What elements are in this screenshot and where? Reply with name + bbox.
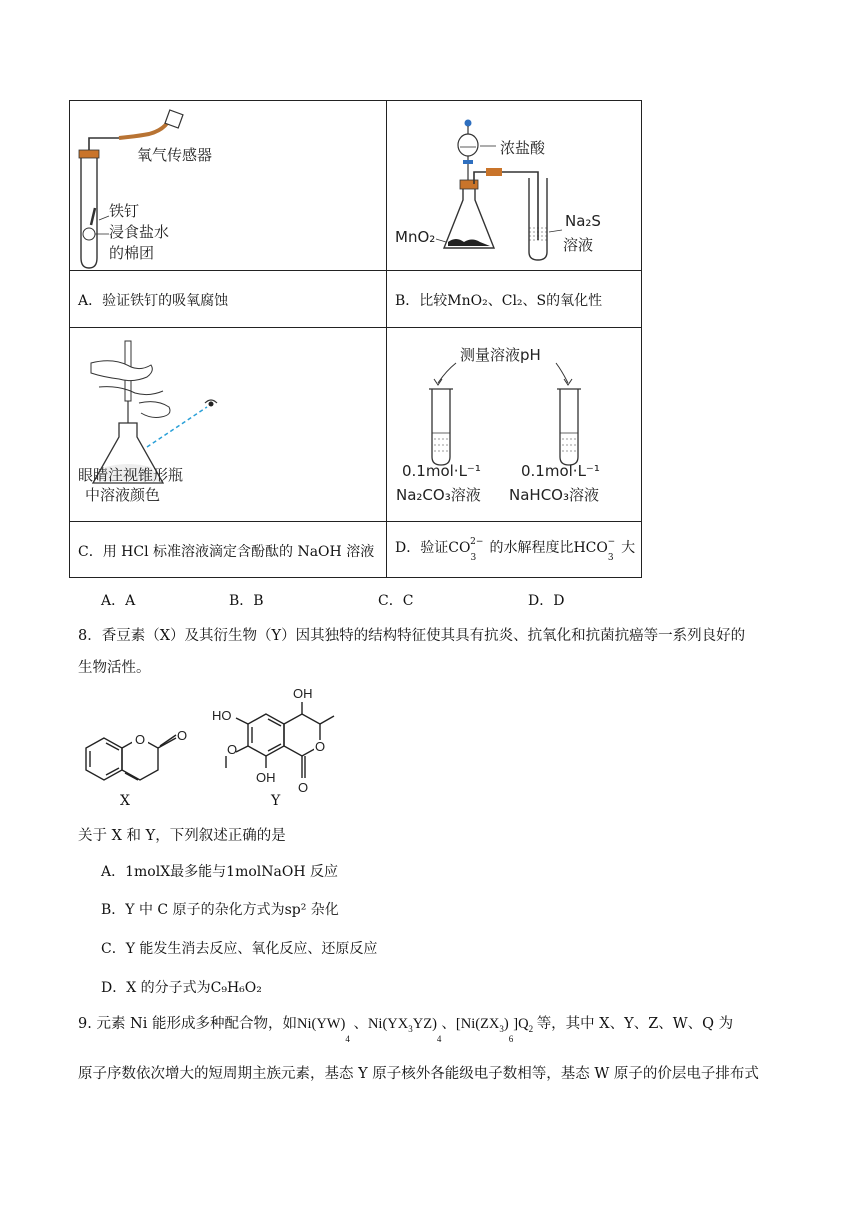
option-d-caption-suffix: 大 — [621, 540, 636, 556]
option-b-caption-prefix: B．比较 — [395, 293, 448, 309]
q8-option-a[interactable]: A．1molX最多能与1molNaOH 反应 — [101, 864, 338, 880]
option-b-caption-suffix: 的氧化性 — [546, 293, 603, 309]
x-ring-oxygen: O — [135, 732, 146, 747]
saltwater-label: 浸食盐水 — [109, 223, 170, 241]
y-oh-bottom: OH — [256, 770, 276, 785]
question-7-table — [69, 100, 642, 578]
left-concentration-label: 0.1mol·L⁻¹ — [402, 462, 481, 480]
conc-hcl-label: 浓盐酸 — [500, 139, 546, 157]
option-b-caption — [395, 290, 602, 310]
right-concentration-label: 0.1mol·L⁻¹ — [521, 462, 600, 480]
option-a-caption: A．验证铁钉的吸氧腐蚀 — [78, 293, 229, 309]
option-d-caption: D．验证$CO_3^{2-}$ 的水解程度比$HCO_3^-$ 大 — [395, 537, 636, 563]
structure-x-label: X — [120, 793, 130, 809]
y-ho-left: HO — [212, 708, 232, 723]
q8-option-d[interactable]: D．X 的分子式为C₉H₆O₂ — [101, 980, 262, 996]
cotton-ball-label: 的棉团 — [109, 244, 155, 262]
table-row-divider — [69, 521, 642, 522]
mno2-label: MnO₂ — [395, 228, 436, 246]
q9-line1 — [78, 1012, 734, 1044]
measure-ph-label: 测量溶液pH — [460, 346, 541, 364]
q9-complex-formulas: $Ni(YW)_4$ 、$Ni(YX_3YZ)_4$、$[Ni(ZX_3)_6]Q_2$ — [297, 1016, 534, 1044]
option-c-caption: C．用 HCl 标准溶液滴定含酚酞的 NaOH 溶液 — [78, 544, 375, 560]
q8-stem-line2: 生物活性。 — [78, 660, 151, 676]
option-d-caption-middle: 的水解程度比 — [489, 540, 574, 556]
q8-option-b[interactable]: B．Y 中 C 原子的杂化方式为sp² 杂化 — [101, 902, 339, 918]
nahco3-solution-label: NaHCO₃溶液 — [509, 486, 599, 504]
na2co3-solution-label: Na₂CO₃溶液 — [396, 486, 481, 504]
option-d-caption-prefix: D．验证 — [395, 540, 449, 556]
x-carbonyl-oxygen: O — [177, 728, 188, 743]
y-methoxy-oxygen: O — [227, 742, 238, 757]
q9-line1-suffix: 等，其中 X、Y、Z、W、Q 为 — [536, 1016, 734, 1032]
q8-option-c[interactable]: C．Y 能发生消去反应、氧化反应、还原反应 — [101, 941, 378, 957]
derivative-structure-y — [208, 682, 368, 812]
solution-label: 溶液 — [563, 236, 594, 254]
oxygen-sensor-label: 氧气传感器 — [137, 146, 213, 164]
q7-option-b[interactable]: B．B — [229, 593, 264, 609]
option-b-caption-formula: MnO₂、Cl₂、S — [447, 293, 547, 309]
q7-option-d[interactable]: D．D — [528, 593, 565, 609]
table-row-divider — [69, 270, 642, 271]
eye-instruction-line2: 中溶液颜色 — [85, 486, 161, 504]
q8-question: 关于 X 和 Y，下列叙述正确的是 — [78, 828, 286, 844]
q7-option-a[interactable]: A．A — [101, 593, 136, 609]
y-ring-oxygen: O — [315, 739, 326, 754]
table-border-bottom — [69, 577, 642, 578]
q9-line2: 原子序数依次增大的短周期主族元素，基态 Y 原子核外各能级电子数相等，基态 W 原子的价层电子排布式 — [78, 1066, 759, 1082]
iron-nail-label: 铁钉 — [109, 202, 140, 220]
na2s-label: Na₂S — [565, 212, 601, 230]
y-carbonyl-oxygen: O — [298, 780, 309, 795]
eye-instruction-line1: 眼睛注视锥形瓶 — [78, 466, 184, 484]
q8-stem-line1: 8．香豆素（X）及其衍生物（Y）因其独特的结构特征使其具有抗炎、抗氧化和抗菌抗癌等一系列良好的 — [78, 628, 746, 644]
q7-option-c[interactable]: C．C — [378, 593, 414, 609]
coumarin-structure-x — [78, 700, 208, 810]
q9-line1-prefix: 9. 元素 Ni 能形成多种配合物，如 — [78, 1016, 297, 1032]
y-oh-top: OH — [293, 686, 313, 701]
structure-y-label: Y — [271, 793, 281, 809]
